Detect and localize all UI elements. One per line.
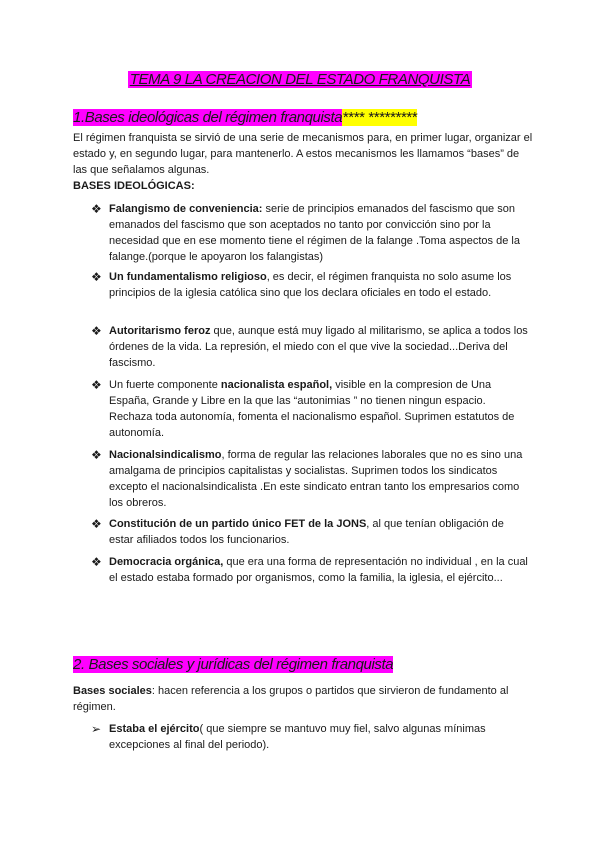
list-item: ❖ Un fuerte componente nacionalista español, visible en la compresion de Una España, Grande y Libre en la que las “autonimias ” no tienen ningun espacio. Rechaza toda autonomía, fomenta el nacionalismo español. Suprimen estatutos de autonomía. (91, 378, 515, 439)
section1-label: BASES IDEOLÓGICAS: (73, 180, 195, 192)
list-item: ❖ Democracia orgánica, que era una forma de representación no individual , en la cual el estado estaba formado por organismos, como la familia, la iglesia, el ejército... (91, 555, 528, 584)
list-item: ❖ Autoritarismo feroz que, aunque está muy ligado al militarismo, se aplica a todos los órdenes de la vida. La represión, el miedo con el que vive la sociedad...Deriva del fascismo. (91, 324, 528, 369)
diamond-bullet-icon: ❖ (91, 448, 102, 462)
section2-heading: 2. Bases sociales y jurídicas del régimen franquista (73, 656, 394, 673)
diamond-bullet-icon: ❖ (91, 202, 102, 216)
diamond-bullet-icon: ❖ (91, 270, 102, 284)
list-item: ❖ Falangismo de conveniencia: serie de principios emanados del fascismo que son emanados del fascismo que son aceptados no tanto por convicción sino por la necesidad que en ese momento tiene el régimen de la falange .Toma aspectos de la falange.(porque le apoyaron los falangistas) (91, 202, 520, 263)
diamond-bullet-icon: ❖ (91, 324, 102, 338)
section2-label: Bases sociales (73, 685, 152, 697)
diamond-bullet-icon: ❖ (91, 517, 102, 531)
section1-intro: El régimen franquista se sirvió de una serie de mecanismos para, en primer lugar, organizar el estado y, en segundo lugar, para mantenerlo. A estos mecanismos les llamamos “bases” de las que señalamos algunas. (73, 132, 533, 176)
list-item: ➢ Estaba el ejército( que siempre se mantuvo muy fiel, salvo algunas mínimas excepciones al final del periodo). (91, 722, 486, 751)
list-item: ❖ Constitución de un partido único FET de la JONS, al que tenían obligación de estar afiliados todos los funcionarios. (91, 517, 504, 546)
section1-heading-stars: **** ********* (342, 109, 417, 126)
list-item: ❖ Un fundamentalismo religioso, es decir, el régimen franquista no solo asume los principios de la iglesia católica sino que los declara oficiales en todo el estado. (91, 270, 512, 299)
diamond-bullet-icon: ❖ (91, 378, 102, 392)
list-item: ❖ Nacionalsindicalismo, forma de regular las relaciones laborales que no es sino una amalgama de principios capitalistas y socialistas. Suprimen todos los sindicatos excepto el nacionalsindicalista .En este sindicato entran tanto los empresarios como los obreros. (91, 448, 523, 509)
section1-heading-text: 1.Bases ideológicas del régimen franquista (73, 109, 343, 126)
section2-intro: Bases sociales: hacen referencia a los grupos o partidos que sirvieron de fundamento al régimen. (73, 685, 509, 713)
arrow-bullet-icon: ➢ (91, 722, 102, 736)
section1-heading (73, 108, 417, 127)
diamond-bullet-icon: ❖ (91, 555, 102, 569)
document-title: TEMA 9 LA CREACION DEL ESTADO FRANQUISTA (129, 71, 471, 88)
